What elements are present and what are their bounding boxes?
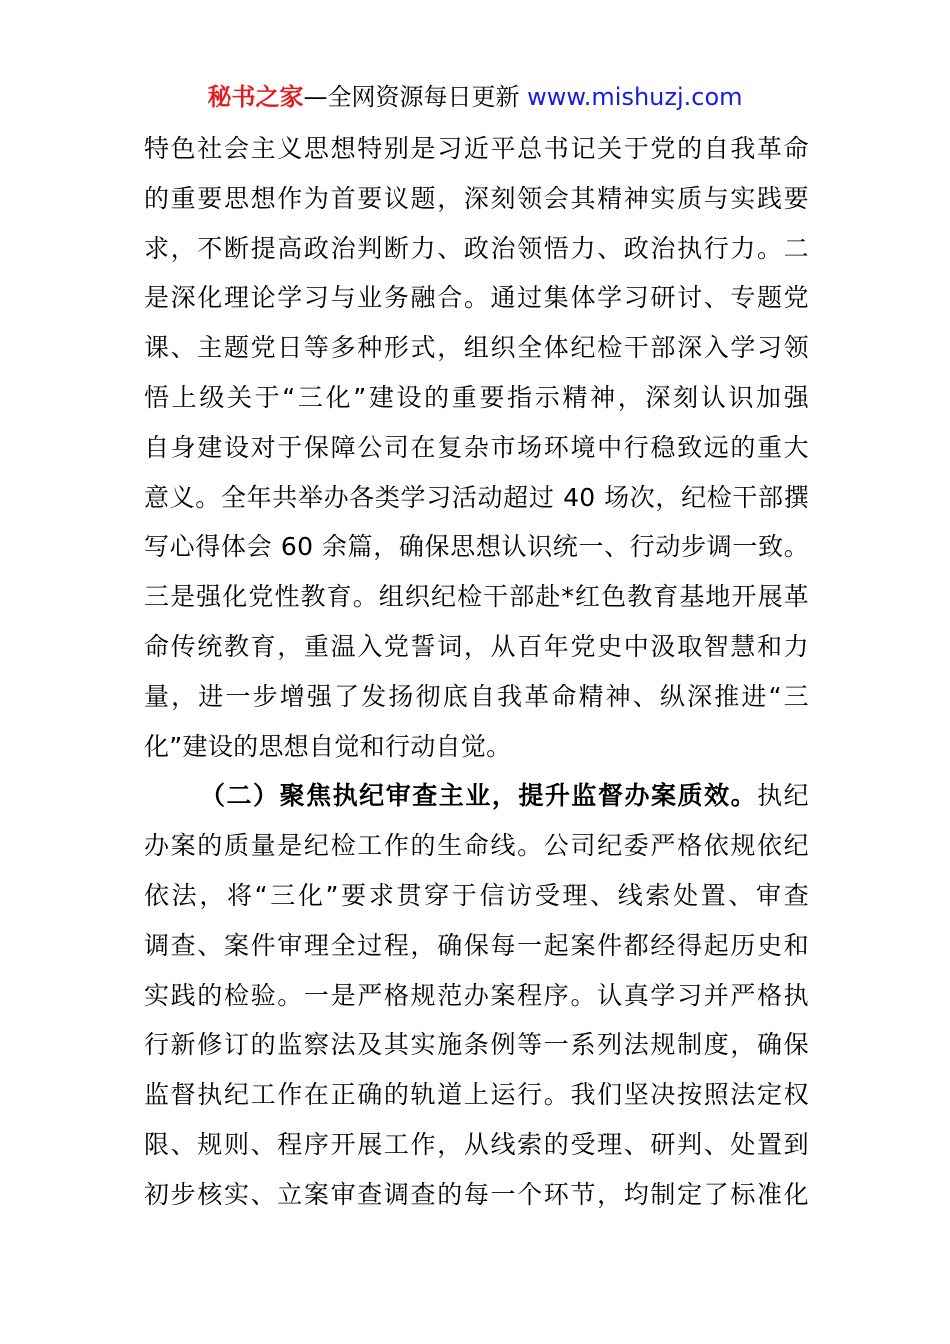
text-line: 行新修订的监察法及其实施条例等一系列法规制度，确保 <box>144 1030 809 1060</box>
text-line: 初步核实、立案审查调查的每一个环节，均制定了标准化 <box>144 1179 809 1209</box>
text-line: 写心得体会 60 余篇，确保思想认识统一、行动步调一致。 <box>144 532 809 562</box>
text-line: 调查、案件审理全过程，确保每一起案件都经得起历史和 <box>144 930 809 960</box>
text-line: 命传统教育，重温入党誓词，从百年党史中汲取智慧和力 <box>144 631 809 661</box>
text-line: 悟上级关于“三化”建设的重要指示精神，深刻认识加强 <box>144 382 809 412</box>
text-line: 限、规则、程序开展工作，从线索的受理、研判、处置到 <box>144 1129 809 1159</box>
section-heading-rest: 执纪 <box>757 781 809 811</box>
site-tagline: —全网资源每日更新 <box>303 83 528 111</box>
section-heading-line <box>144 771 809 821</box>
section-heading: （二）聚焦执纪审查主业，提升监督办案质效。 <box>200 781 758 811</box>
text-line: 化”建设的思想自觉和行动自觉。 <box>144 731 512 761</box>
document-body <box>144 124 809 1220</box>
text-line: 的重要思想作为首要议题，深刻领会其精神实质与实践要 <box>144 183 809 213</box>
text-line: 课、主题党日等多种形式，组织全体纪检干部深入学习领 <box>144 333 809 363</box>
text-line: 意义。全年共举办各类学习活动超过 40 场次，纪检干部撰 <box>144 482 809 512</box>
text-line: 办案的质量是纪检工作的生命线。公司纪委严格依规依纪 <box>144 831 809 861</box>
text-line: 监督执纪工作在正确的轨道上运行。我们坚决按照法定权 <box>144 1080 809 1110</box>
text-line: 特色社会主义思想特别是习近平总书记关于党的自我革命 <box>144 134 809 163</box>
text-line: 实践的检验。一是严格规范办案程序。认真学习并严格执 <box>144 980 809 1010</box>
text-line: 是深化理论学习与业务融合。通过集体学习研讨、专题党 <box>144 283 809 313</box>
text-line: 依法，将“三化”要求贯穿于信访受理、线索处置、审查 <box>144 880 809 910</box>
text-line: 三是强化党性教育。组织纪检干部赴*红色教育基地开展革 <box>144 582 809 612</box>
site-header <box>0 80 950 114</box>
site-url[interactable]: www.mishuzj.com <box>527 83 743 111</box>
site-brand: 秘书之家 <box>207 83 304 111</box>
text-line: 量，进一步增强了发扬彻底自我革命精神、纵深推进“三 <box>144 681 809 711</box>
text-line: 求，不断提高政治判断力、政治领悟力、政治执行力。二 <box>144 233 809 263</box>
text-line: 自身建设对于保障公司在复杂市场环境中行稳致远的重大 <box>144 432 809 462</box>
